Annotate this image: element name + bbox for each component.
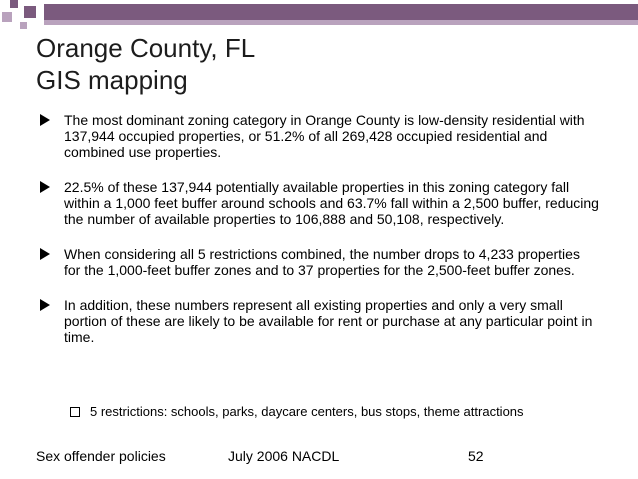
bullet-text: 22.5% of these 137,944 potentially available properties in this zoning category fall within a 1,000 feet buffer around schools and 63.7% fall within a 2,500 buffer, reducing the number of available properties to 106,888 and 50,108, respectively. <box>64 179 599 227</box>
sub-bullet-text: 5 restrictions: schools, parks, daycare centers, bus stops, theme attractions <box>90 404 524 419</box>
bullet-item <box>40 246 600 278</box>
slide-title <box>36 32 616 96</box>
bullet-item <box>40 179 600 227</box>
bullet-list <box>40 112 600 364</box>
bullet-item <box>40 112 600 160</box>
corner-decoration <box>0 0 40 30</box>
footer-center: July 2006 NACDL <box>228 448 340 464</box>
arrow-bullet-icon <box>40 181 50 193</box>
bullet-text: The most dominant zoning category in Orange County is low-density residential with 137,944 occupied properties, or 51.2% of all 269,428 occupied residential and combined use properties. <box>64 112 585 160</box>
bullet-text: In addition, these numbers represent all existing properties and only a very small portion of these are likely to be available for rent or purchase at any particular point in time. <box>64 297 593 345</box>
header-bar-accent <box>44 20 638 25</box>
footer-left: Sex offender policies <box>36 448 166 464</box>
arrow-bullet-icon <box>40 114 50 126</box>
title-line-1: Orange County, FL <box>36 33 256 63</box>
bullet-item <box>40 297 600 345</box>
sub-bullet-item <box>70 404 524 420</box>
header-bar <box>44 4 638 20</box>
page-number: 52 <box>468 448 484 464</box>
square-bullet-icon <box>70 407 80 417</box>
arrow-bullet-icon <box>40 248 50 260</box>
bullet-text: When considering all 5 restrictions combined, the number drops to 4,233 properties for the 1,000-feet buffer zones and to 37 properties for the 2,500-feet buffer zones. <box>64 246 580 278</box>
arrow-bullet-icon <box>40 299 50 311</box>
title-line-2: GIS mapping <box>36 65 188 95</box>
